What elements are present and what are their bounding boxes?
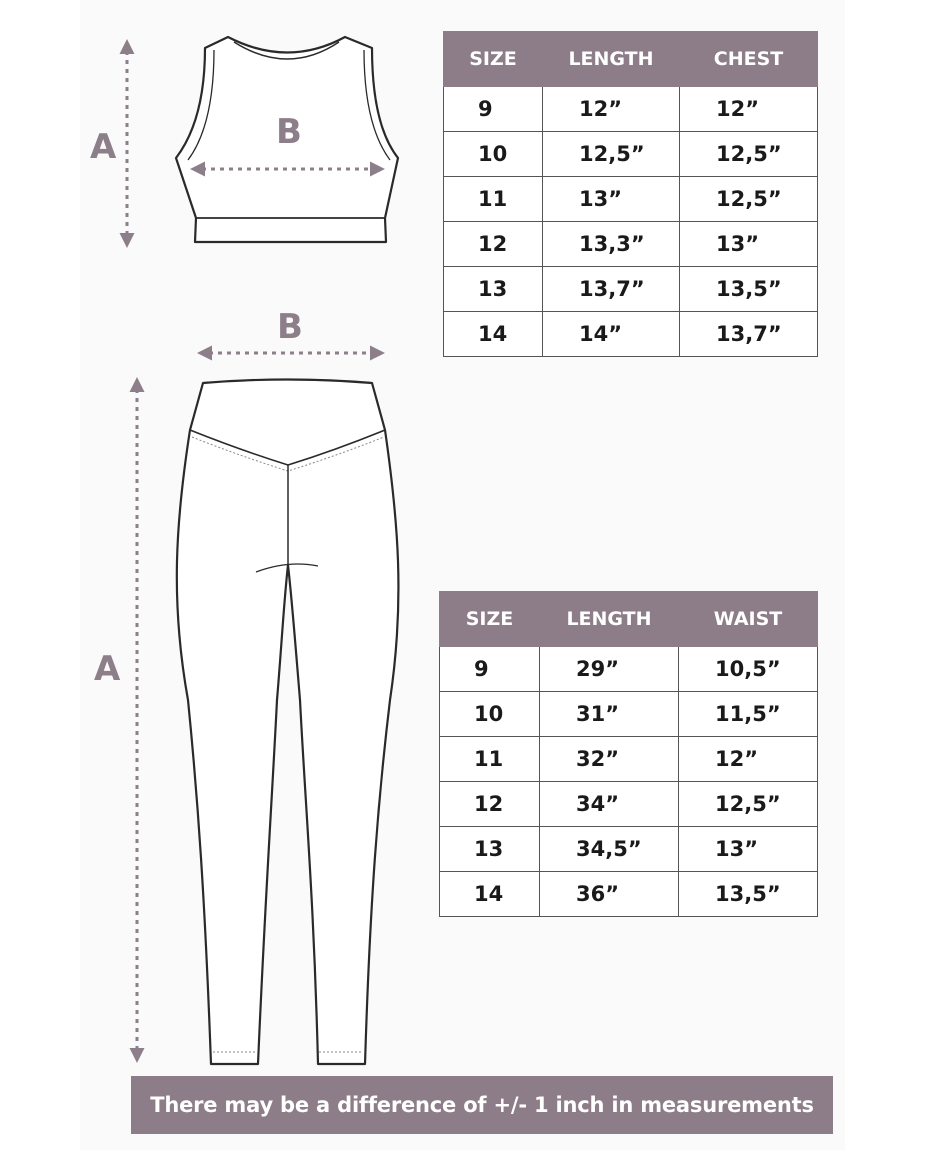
chest-cell: 13,5” bbox=[680, 267, 818, 312]
top-size-table bbox=[443, 31, 818, 357]
waist-cell: 13” bbox=[679, 827, 818, 872]
length-cell: 13,7” bbox=[543, 267, 680, 312]
table-header-row bbox=[440, 592, 818, 647]
size-cell: 14 bbox=[444, 312, 543, 357]
length-header: LENGTH bbox=[543, 32, 680, 87]
waist-cell: 10,5” bbox=[679, 647, 818, 692]
size-cell: 10 bbox=[444, 132, 543, 177]
size-cell: 10 bbox=[440, 692, 540, 737]
length-cell: 12,5” bbox=[543, 132, 680, 177]
chest-cell: 12” bbox=[680, 87, 818, 132]
size-cell: 12 bbox=[444, 222, 543, 267]
length-cell: 12” bbox=[543, 87, 680, 132]
waist-cell: 13,5” bbox=[679, 872, 818, 917]
table-row bbox=[444, 132, 818, 177]
table-row bbox=[440, 647, 818, 692]
table-row bbox=[440, 872, 818, 917]
length-header: LENGTH bbox=[540, 592, 679, 647]
table-row bbox=[444, 267, 818, 312]
leggings-size-table bbox=[439, 591, 818, 917]
waist-cell: 12” bbox=[679, 737, 818, 782]
table-row bbox=[444, 87, 818, 132]
size-cell: 14 bbox=[440, 872, 540, 917]
size-cell: 11 bbox=[444, 177, 543, 222]
table-row bbox=[444, 222, 818, 267]
leggings-illustration bbox=[177, 380, 399, 1065]
table-row bbox=[440, 737, 818, 782]
chest-cell: 13,7” bbox=[680, 312, 818, 357]
size-header: SIZE bbox=[440, 592, 540, 647]
table-row bbox=[440, 692, 818, 737]
size-cell: 13 bbox=[440, 827, 540, 872]
length-cell: 31” bbox=[540, 692, 679, 737]
size-cell: 13 bbox=[444, 267, 543, 312]
size-cell: 11 bbox=[440, 737, 540, 782]
table-row bbox=[440, 827, 818, 872]
length-cell: 32” bbox=[540, 737, 679, 782]
length-cell: 14” bbox=[543, 312, 680, 357]
table-row bbox=[444, 177, 818, 222]
table-row bbox=[444, 312, 818, 357]
chest-header: CHEST bbox=[680, 32, 818, 87]
length-cell: 34” bbox=[540, 782, 679, 827]
measurement-note-banner: There may be a difference of +/- 1 inch in measurements bbox=[131, 1076, 833, 1134]
chest-cell: 12,5” bbox=[680, 177, 818, 222]
length-cell: 13” bbox=[543, 177, 680, 222]
length-cell: 36” bbox=[540, 872, 679, 917]
length-cell: 34,5” bbox=[540, 827, 679, 872]
chest-cell: 13” bbox=[680, 222, 818, 267]
leggings-waist-label: B bbox=[277, 307, 303, 347]
table-header-row bbox=[444, 32, 818, 87]
size-cell: 9 bbox=[440, 647, 540, 692]
table-row bbox=[440, 782, 818, 827]
top-length-label: A bbox=[90, 127, 117, 167]
top-chest-label: B bbox=[276, 112, 302, 152]
size-header: SIZE bbox=[444, 32, 543, 87]
size-cell: 12 bbox=[440, 782, 540, 827]
waist-header: WAIST bbox=[679, 592, 818, 647]
chest-cell: 12,5” bbox=[680, 132, 818, 177]
length-cell: 13,3” bbox=[543, 222, 680, 267]
waist-cell: 12,5” bbox=[679, 782, 818, 827]
waist-cell: 11,5” bbox=[679, 692, 818, 737]
length-cell: 29” bbox=[540, 647, 679, 692]
size-cell: 9 bbox=[444, 87, 543, 132]
leggings-length-label: A bbox=[94, 649, 121, 689]
